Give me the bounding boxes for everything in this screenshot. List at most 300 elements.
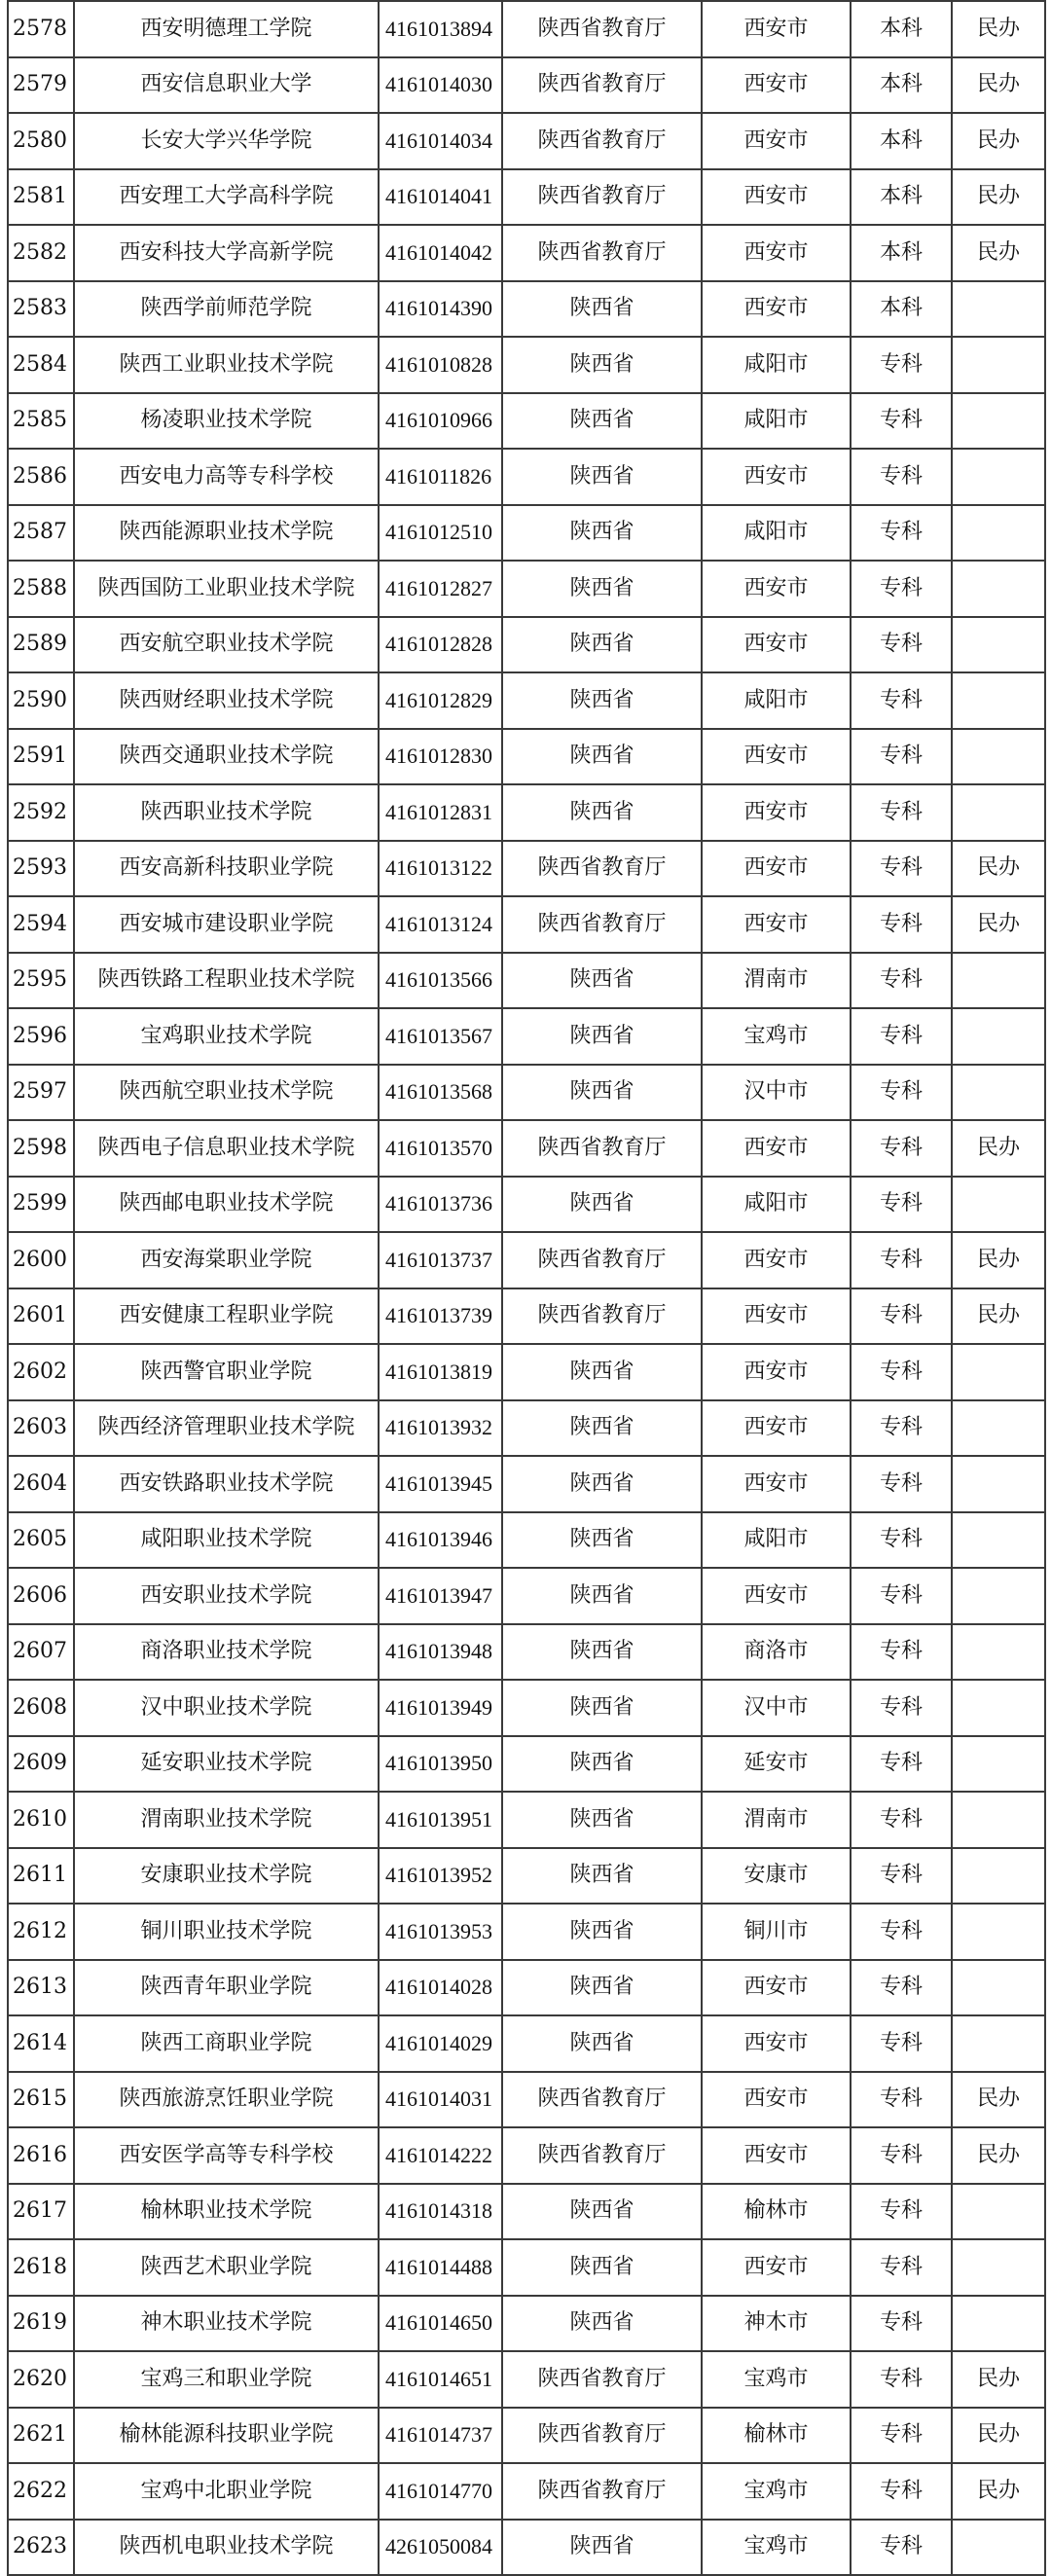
supervising-department-cell: 陕西省 [502,2239,702,2296]
college-code-cell: 4161014770 [379,2463,502,2520]
row-number-cell: 2612 [8,1904,74,1960]
remarks-cell: 民办 [952,57,1045,114]
city-cell: 咸阳市 [702,1512,851,1569]
supervising-department-cell: 陕西省教育厅 [502,1288,702,1345]
college-name-cell: 汉中职业技术学院 [74,1680,379,1736]
remarks-cell [952,1400,1045,1457]
table-row [8,1848,1045,1905]
city-cell: 铜川市 [702,1904,851,1960]
college-name-cell: 陕西铁路工程职业技术学院 [74,953,379,1009]
college-name-cell: 陕西工商职业学院 [74,2015,379,2072]
remarks-cell [952,1456,1045,1512]
education-level-cell: 专科 [851,1848,952,1905]
remarks-cell [952,1792,1045,1848]
city-cell: 西安市 [702,1288,851,1345]
college-code-cell: 4161014737 [379,2408,502,2464]
supervising-department-cell: 陕西省 [502,505,702,562]
remarks-cell [952,729,1045,785]
table-row [8,1736,1045,1793]
city-cell: 西安市 [702,1568,851,1624]
table-body [8,1,1045,2575]
row-number-cell: 2621 [8,2408,74,2464]
row-number-cell: 2601 [8,1288,74,1345]
supervising-department-cell: 陕西省 [502,1736,702,1793]
college-name-cell: 铜川职业技术学院 [74,1904,379,1960]
college-code-cell: 4161014318 [379,2184,502,2240]
table-row [8,225,1045,281]
table-row [8,617,1045,673]
college-code-cell: 4161012828 [379,617,502,673]
college-code-cell: 4161014488 [379,2239,502,2296]
row-number-cell: 2616 [8,2127,74,2184]
remarks-cell [952,617,1045,673]
remarks-cell [952,2184,1045,2240]
college-name-cell: 商洛职业技术学院 [74,1624,379,1681]
city-cell: 渭南市 [702,1792,851,1848]
supervising-department-cell: 陕西省 [502,337,702,393]
table-row [8,1120,1045,1177]
row-number-cell: 2586 [8,449,74,505]
remarks-cell: 民办 [952,225,1045,281]
table-row [8,2015,1045,2072]
supervising-department-cell: 陕西省教育厅 [502,2408,702,2464]
college-code-cell: 4161011826 [379,449,502,505]
table-row [8,2239,1045,2296]
supervising-department-cell: 陕西省教育厅 [502,57,702,114]
city-cell: 安康市 [702,1848,851,1905]
college-code-cell: 4161013124 [379,896,502,953]
remarks-cell [952,672,1045,729]
supervising-department-cell: 陕西省教育厅 [502,2351,702,2408]
college-name-cell: 陕西财经职业技术学院 [74,672,379,729]
row-number-cell: 2619 [8,2296,74,2352]
city-cell: 西安市 [702,57,851,114]
college-name-cell: 渭南职业技术学院 [74,1792,379,1848]
supervising-department-cell: 陕西省 [502,2184,702,2240]
remarks-cell: 民办 [952,1120,1045,1177]
row-number-cell: 2610 [8,1792,74,1848]
remarks-cell [952,1960,1045,2016]
college-name-cell: 西安健康工程职业学院 [74,1288,379,1345]
city-cell: 西安市 [702,2015,851,2072]
table-row [8,393,1045,450]
college-code-cell: 4161013567 [379,1008,502,1065]
college-code-cell: 4161013952 [379,1848,502,1905]
supervising-department-cell: 陕西省教育厅 [502,2127,702,2184]
row-number-cell: 2609 [8,1736,74,1793]
college-name-cell: 陕西工业职业技术学院 [74,337,379,393]
city-cell: 宝鸡市 [702,2351,851,2408]
row-number-cell: 2578 [8,1,74,57]
table-row [8,2351,1045,2408]
education-level-cell: 专科 [851,1792,952,1848]
table-row [8,841,1045,897]
college-name-cell: 陕西职业技术学院 [74,784,379,841]
supervising-department-cell: 陕西省教育厅 [502,113,702,169]
table-row [8,2520,1045,2576]
row-number-cell: 2595 [8,953,74,1009]
row-number-cell: 2583 [8,281,74,338]
college-name-cell: 西安科技大学高新学院 [74,225,379,281]
row-number-cell: 2582 [8,225,74,281]
education-level-cell: 专科 [851,505,952,562]
education-level-cell: 专科 [851,1120,952,1177]
education-level-cell: 专科 [851,1736,952,1793]
remarks-cell: 民办 [952,2463,1045,2520]
education-level-cell: 专科 [851,841,952,897]
remarks-cell [952,784,1045,841]
college-code-cell: 4161014650 [379,2296,502,2352]
college-code-cell: 4161013946 [379,1512,502,1569]
education-level-cell: 专科 [851,1512,952,1569]
row-number-cell: 2608 [8,1680,74,1736]
row-number-cell: 2622 [8,2463,74,2520]
college-code-cell: 4161012831 [379,784,502,841]
education-level-cell: 专科 [851,1065,952,1121]
college-code-cell: 4161013570 [379,1120,502,1177]
education-level-cell: 专科 [851,1904,952,1960]
college-name-cell: 西安明德理工学院 [74,1,379,57]
remarks-cell [952,1624,1045,1681]
education-level-cell: 专科 [851,1177,952,1233]
supervising-department-cell: 陕西省 [502,1177,702,1233]
remarks-cell [952,449,1045,505]
table-row [8,1960,1045,2016]
remarks-cell: 民办 [952,1288,1045,1345]
college-code-cell: 4161014028 [379,1960,502,2016]
remarks-cell [952,281,1045,338]
row-number-cell: 2617 [8,2184,74,2240]
row-number-cell: 2606 [8,1568,74,1624]
remarks-cell [952,393,1045,450]
college-name-cell: 西安航空职业技术学院 [74,617,379,673]
table-row [8,169,1045,226]
college-name-cell: 陕西经济管理职业技术学院 [74,1400,379,1457]
college-name-cell: 榆林职业技术学院 [74,2184,379,2240]
education-level-cell: 专科 [851,1568,952,1624]
education-level-cell: 本科 [851,113,952,169]
row-number-cell: 2623 [8,2520,74,2576]
college-name-cell: 西安医学高等专科学校 [74,2127,379,2184]
education-level-cell: 专科 [851,1456,952,1512]
table-row [8,1177,1045,1233]
city-cell: 西安市 [702,281,851,338]
remarks-cell: 民办 [952,896,1045,953]
remarks-cell [952,1904,1045,1960]
education-level-cell: 专科 [851,561,952,617]
college-name-cell: 咸阳职业技术学院 [74,1512,379,1569]
remarks-cell: 民办 [952,1,1045,57]
city-cell: 咸阳市 [702,1177,851,1233]
table-row [8,784,1045,841]
row-number-cell: 2590 [8,672,74,729]
row-number-cell: 2613 [8,1960,74,2016]
education-level-cell: 本科 [851,1,952,57]
city-cell: 西安市 [702,449,851,505]
city-cell: 神木市 [702,2296,851,2352]
college-code-cell: 4161014029 [379,2015,502,2072]
supervising-department-cell: 陕西省教育厅 [502,225,702,281]
remarks-cell [952,1512,1045,1569]
college-name-cell: 陕西能源职业技术学院 [74,505,379,562]
college-code-cell: 4161014034 [379,113,502,169]
supervising-department-cell: 陕西省 [502,2296,702,2352]
table-row [8,2072,1045,2128]
remarks-cell [952,1177,1045,1233]
row-number-cell: 2589 [8,617,74,673]
supervising-department-cell: 陕西省 [502,1624,702,1681]
college-code-cell: 4161013568 [379,1065,502,1121]
remarks-cell [952,1680,1045,1736]
supervising-department-cell: 陕西省 [502,1344,702,1400]
education-level-cell: 专科 [851,2351,952,2408]
supervising-department-cell: 陕西省 [502,2015,702,2072]
college-name-cell: 陕西青年职业学院 [74,1960,379,2016]
education-level-cell: 专科 [851,449,952,505]
city-cell: 西安市 [702,2072,851,2128]
education-level-cell: 本科 [851,57,952,114]
college-name-cell: 陕西艺术职业学院 [74,2239,379,2296]
college-code-cell: 4161013739 [379,1288,502,1345]
remarks-cell [952,337,1045,393]
remarks-cell [952,953,1045,1009]
education-level-cell: 专科 [851,2239,952,2296]
education-level-cell: 本科 [851,169,952,226]
education-level-cell: 专科 [851,337,952,393]
row-number-cell: 2597 [8,1065,74,1121]
education-level-cell: 本科 [851,225,952,281]
college-code-cell: 4161012829 [379,672,502,729]
remarks-cell [952,2239,1045,2296]
college-code-cell: 4161013737 [379,1232,502,1288]
row-number-cell: 2596 [8,1008,74,1065]
college-name-cell: 陕西电子信息职业技术学院 [74,1120,379,1177]
city-cell: 宝鸡市 [702,2520,851,2576]
college-name-cell: 宝鸡中北职业学院 [74,2463,379,2520]
supervising-department-cell: 陕西省教育厅 [502,169,702,226]
row-number-cell: 2603 [8,1400,74,1457]
city-cell: 西安市 [702,561,851,617]
college-code-cell: 4161013566 [379,953,502,1009]
college-name-cell: 安康职业技术学院 [74,1848,379,1905]
education-level-cell: 专科 [851,2015,952,2072]
table-row [8,505,1045,562]
supervising-department-cell: 陕西省 [502,953,702,1009]
supervising-department-cell: 陕西省教育厅 [502,1120,702,1177]
row-number-cell: 2585 [8,393,74,450]
city-cell: 西安市 [702,2127,851,2184]
college-code-cell: 4161013736 [379,1177,502,1233]
city-cell: 宝鸡市 [702,2463,851,2520]
supervising-department-cell: 陕西省 [502,617,702,673]
college-code-cell: 4161012827 [379,561,502,617]
education-level-cell: 专科 [851,1400,952,1457]
college-name-cell: 西安高新科技职业学院 [74,841,379,897]
supervising-department-cell: 陕西省 [502,1960,702,2016]
row-number-cell: 2587 [8,505,74,562]
row-number-cell: 2592 [8,784,74,841]
supervising-department-cell: 陕西省教育厅 [502,1,702,57]
supervising-department-cell: 陕西省教育厅 [502,841,702,897]
education-level-cell: 专科 [851,1624,952,1681]
college-code-cell: 4161014030 [379,57,502,114]
supervising-department-cell: 陕西省 [502,393,702,450]
supervising-department-cell: 陕西省 [502,561,702,617]
city-cell: 西安市 [702,169,851,226]
city-cell: 咸阳市 [702,337,851,393]
education-level-cell: 专科 [851,2408,952,2464]
education-level-cell: 专科 [851,1288,952,1345]
college-name-cell: 西安电力高等专科学校 [74,449,379,505]
education-level-cell: 本科 [851,281,952,338]
college-code-cell: 4161014041 [379,169,502,226]
table-row [8,1,1045,57]
college-name-cell: 陕西交通职业技术学院 [74,729,379,785]
college-code-cell: 4161014042 [379,225,502,281]
table-row [8,113,1045,169]
college-code-cell: 4161014390 [379,281,502,338]
row-number-cell: 2604 [8,1456,74,1512]
supervising-department-cell: 陕西省教育厅 [502,1232,702,1288]
row-number-cell: 2579 [8,57,74,114]
college-name-cell: 长安大学兴华学院 [74,113,379,169]
city-cell: 西安市 [702,1,851,57]
table-row [8,2296,1045,2352]
table-row [8,1512,1045,1569]
city-cell: 西安市 [702,841,851,897]
college-name-cell: 榆林能源科技职业学院 [74,2408,379,2464]
education-level-cell: 专科 [851,1008,952,1065]
supervising-department-cell: 陕西省 [502,449,702,505]
college-code-cell: 4161013932 [379,1400,502,1457]
college-code-cell: 4161013949 [379,1680,502,1736]
college-list-table [7,0,1046,2576]
college-name-cell: 陕西学前师范学院 [74,281,379,338]
city-cell: 汉中市 [702,1680,851,1736]
row-number-cell: 2581 [8,169,74,226]
remarks-cell [952,1344,1045,1400]
supervising-department-cell: 陕西省教育厅 [502,896,702,953]
table-row [8,672,1045,729]
table-row [8,729,1045,785]
table-row [8,2184,1045,2240]
row-number-cell: 2615 [8,2072,74,2128]
supervising-department-cell: 陕西省 [502,1904,702,1960]
college-code-cell: 4161013894 [379,1,502,57]
city-cell: 延安市 [702,1736,851,1793]
college-name-cell: 陕西旅游烹饪职业学院 [74,2072,379,2128]
education-level-cell: 专科 [851,896,952,953]
remarks-cell [952,561,1045,617]
education-level-cell: 专科 [851,672,952,729]
table-row [8,896,1045,953]
row-number-cell: 2593 [8,841,74,897]
city-cell: 宝鸡市 [702,1008,851,1065]
supervising-department-cell: 陕西省 [502,281,702,338]
row-number-cell: 2599 [8,1177,74,1233]
remarks-cell: 民办 [952,2072,1045,2128]
college-name-cell: 宝鸡职业技术学院 [74,1008,379,1065]
supervising-department-cell: 陕西省 [502,1512,702,1569]
row-number-cell: 2605 [8,1512,74,1569]
row-number-cell: 2598 [8,1120,74,1177]
city-cell: 西安市 [702,1400,851,1457]
table-row [8,281,1045,338]
remarks-cell [952,505,1045,562]
college-name-cell: 西安信息职业大学 [74,57,379,114]
college-code-cell: 4161013951 [379,1792,502,1848]
city-cell: 榆林市 [702,2408,851,2464]
table-row [8,561,1045,617]
supervising-department-cell: 陕西省 [502,1680,702,1736]
row-number-cell: 2607 [8,1624,74,1681]
table-row [8,1400,1045,1457]
city-cell: 西安市 [702,617,851,673]
remarks-cell: 民办 [952,2127,1045,2184]
row-number-cell: 2584 [8,337,74,393]
college-name-cell: 宝鸡三和职业学院 [74,2351,379,2408]
college-code-cell: 4161013819 [379,1344,502,1400]
city-cell: 西安市 [702,1120,851,1177]
education-level-cell: 专科 [851,1232,952,1288]
education-level-cell: 专科 [851,2072,952,2128]
remarks-cell [952,2015,1045,2072]
college-name-cell: 陕西邮电职业技术学院 [74,1177,379,1233]
table-row [8,1232,1045,1288]
college-name-cell: 陕西国防工业职业技术学院 [74,561,379,617]
row-number-cell: 2611 [8,1848,74,1905]
college-name-cell: 西安城市建设职业学院 [74,896,379,953]
college-name-cell: 西安职业技术学院 [74,1568,379,1624]
college-code-cell: 4161013945 [379,1456,502,1512]
college-code-cell: 4161012510 [379,505,502,562]
remarks-cell [952,1568,1045,1624]
education-level-cell: 专科 [851,2127,952,2184]
table-row [8,1792,1045,1848]
city-cell: 西安市 [702,784,851,841]
row-number-cell: 2594 [8,896,74,953]
college-code-cell: 4161010828 [379,337,502,393]
college-code-cell: 4161010966 [379,393,502,450]
supervising-department-cell: 陕西省 [502,1008,702,1065]
city-cell: 西安市 [702,1456,851,1512]
table-row [8,1680,1045,1736]
city-cell: 西安市 [702,113,851,169]
supervising-department-cell: 陕西省 [502,1065,702,1121]
row-number-cell: 2618 [8,2239,74,2296]
table-row [8,337,1045,393]
city-cell: 西安市 [702,2239,851,2296]
supervising-department-cell: 陕西省 [502,1456,702,1512]
remarks-cell: 民办 [952,2351,1045,2408]
remarks-cell: 民办 [952,2408,1045,2464]
table-row [8,1568,1045,1624]
supervising-department-cell: 陕西省教育厅 [502,2072,702,2128]
table-row [8,2463,1045,2520]
college-code-cell: 4161013948 [379,1624,502,1681]
city-cell: 西安市 [702,1232,851,1288]
table-row [8,1456,1045,1512]
row-number-cell: 2588 [8,561,74,617]
education-level-cell: 专科 [851,2520,952,2576]
college-name-cell: 神木职业技术学院 [74,2296,379,2352]
college-name-cell: 西安理工大学高科学院 [74,169,379,226]
remarks-cell: 民办 [952,841,1045,897]
table-row [8,1624,1045,1681]
remarks-cell [952,2520,1045,2576]
row-number-cell: 2614 [8,2015,74,2072]
city-cell: 咸阳市 [702,505,851,562]
